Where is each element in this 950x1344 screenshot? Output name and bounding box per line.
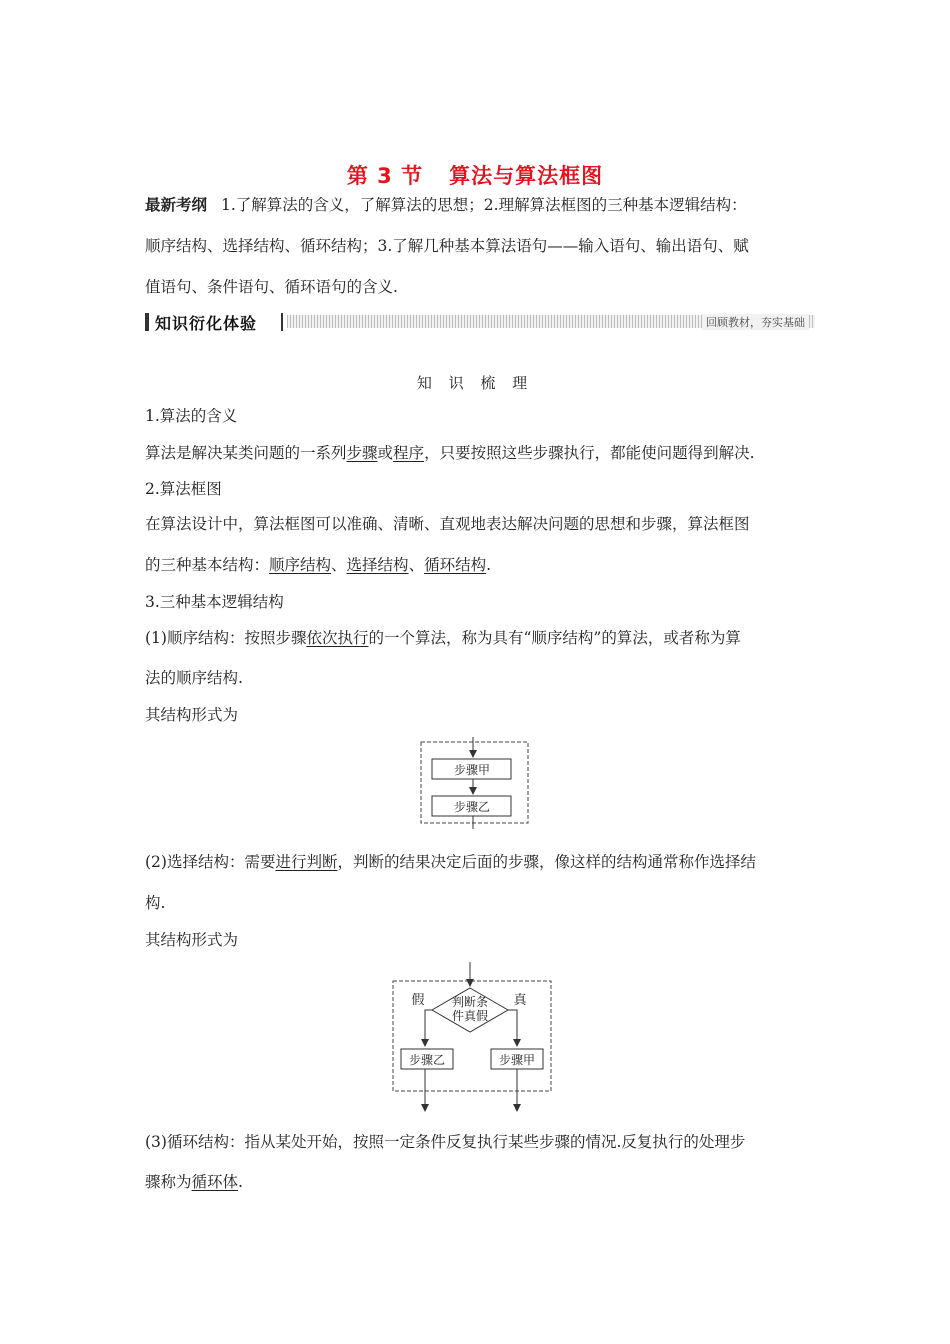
s3-p2-line-2: 构. bbox=[145, 894, 166, 912]
answer-loop: 循环结构 bbox=[424, 556, 487, 574]
true-branch-line bbox=[508, 1010, 517, 1046]
s3-heading: 3.三种基本逻辑结构 bbox=[145, 593, 284, 611]
title-main: 算法与算法框图 bbox=[449, 164, 604, 188]
answer-sequence: 顺序结构 bbox=[269, 556, 332, 574]
s1-heading: 1.算法的含义 bbox=[145, 407, 238, 425]
s3-p1-line-1: (1)顺序结构：按照步骤依次执行的一个算法，称为具有“顺序结构”的算法，或者称为算 bbox=[145, 629, 741, 647]
outline-text-1: 1.了解算法的含义，了解算法的思想；2.理解算法框图的三种基本逻辑结构： bbox=[221, 196, 747, 214]
outline-line-3: 值语句、条件语句、循环语句的含义. bbox=[145, 278, 398, 296]
outline-label: 最新考纲 bbox=[145, 196, 208, 214]
s3-p3-line-1: (3)循环结构：指从某处开始，按照一定条件反复执行某些步骤的情况.反复执行的处理步 bbox=[145, 1133, 746, 1151]
title-prefix: 第 3 节 bbox=[346, 164, 424, 188]
s3-p3-line-2: 骤称为循环体. bbox=[145, 1173, 243, 1191]
section-heading: 知 识 梳 理 bbox=[416, 374, 534, 392]
answer-loop-body: 循环体 bbox=[191, 1173, 239, 1191]
s3-p2-line-1: (2)选择结构：需要进行判断，判断的结果决定后面的步骤，像这样的结构通常称作选择结 bbox=[145, 853, 756, 871]
answer-in-order: 依次执行 bbox=[306, 629, 369, 647]
s2-heading: 2.算法框图 bbox=[145, 480, 222, 498]
s3-p1-line-2: 法的顺序结构. bbox=[145, 669, 243, 687]
s3-form-1: 其结构形式为 bbox=[145, 706, 239, 724]
right-step-label: 步骤甲 bbox=[498, 1053, 536, 1067]
answer-program: 程序 bbox=[393, 444, 425, 462]
condition-label-line-1: 判断条 bbox=[451, 995, 489, 1009]
s3-form-2: 其结构形式为 bbox=[145, 931, 239, 949]
step-b-label: 步骤乙 bbox=[453, 800, 491, 814]
condition-label-line-2: 件真假 bbox=[451, 1009, 489, 1023]
step-a-label: 步骤甲 bbox=[453, 763, 491, 777]
s2-line-2: 的三种基本结构：顺序结构、选择结构、循环结构. bbox=[145, 556, 492, 574]
false-branch-line bbox=[425, 1010, 432, 1046]
answer-selection: 选择结构 bbox=[346, 556, 409, 574]
answer-steps: 步骤 bbox=[346, 444, 378, 462]
outline-line-2: 顺序结构、选择结构、循环结构；3.了解几种基本算法语句——输入语句、输出语句、赋 bbox=[145, 237, 749, 255]
true-label: 真 bbox=[513, 993, 527, 1008]
s1-paragraph: 算法是解决某类问题的一系列步骤或程序，只要按照这些步骤执行，都能使问题得到解决. bbox=[145, 444, 755, 462]
false-label: 假 bbox=[411, 993, 425, 1008]
banner-subtitle: 回顾教材，夯实基础 bbox=[702, 314, 809, 330]
left-step-label: 步骤乙 bbox=[408, 1053, 446, 1067]
s2-line-1: 在算法设计中，算法框图可以准确、清晰、直观地表达解决问题的思想和步骤，算法框图 bbox=[145, 515, 750, 533]
answer-judge: 进行判断 bbox=[275, 853, 338, 871]
banner-title: 知识衍化体验 bbox=[155, 314, 258, 333]
